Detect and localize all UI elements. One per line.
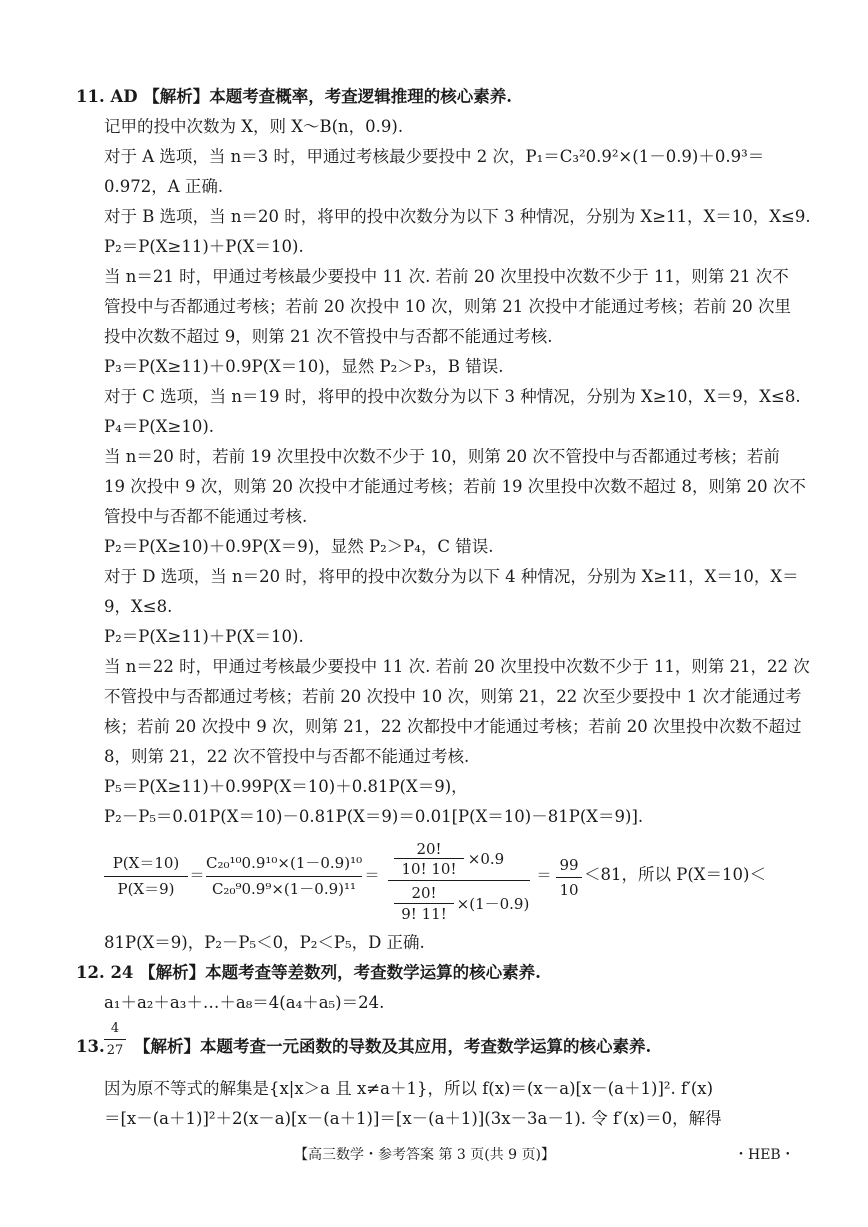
frac1-bar: [104, 876, 188, 877]
text-line: P₂＝P(X≥10)＋0.9P(X＝9)，显然 P₂＞P₄，C 错误.: [104, 537, 494, 556]
frac2-bar: [206, 876, 362, 877]
text-line: P₂＝P(X≥11)＋P(X＝10).: [104, 237, 304, 256]
q12-header: 12. 24 【解析】本题考查等差数列，考查数学运算的核心素养.: [76, 963, 541, 982]
text-line: 记甲的投中次数为 X，则 X～B(n，0.9).: [104, 117, 404, 136]
q13-answer-numerator: 4: [110, 1021, 120, 1036]
frac3-den-tail: ×(1－0.9): [456, 895, 530, 913]
equals-sign: ＝: [364, 866, 380, 884]
frac3-den-mid: 9! 11!: [401, 905, 447, 923]
q13-answer-bar: [104, 1039, 126, 1040]
page-footer: 【高三数学・参考答案 第 3 页(共 9 页)】: [294, 1147, 555, 1163]
frac3-num-top: 20!: [416, 840, 442, 858]
text-line: P₄＝P(X≥10).: [104, 417, 215, 436]
frac2-denominator: C₂₀⁹0.9⁹×(1－0.9)¹¹: [211, 880, 357, 898]
frac1-denominator: P(X＝9): [117, 880, 175, 898]
frac4-denominator: 10: [559, 881, 579, 899]
frac4-bar: [556, 877, 582, 878]
frac3-den-inner-bar: [394, 903, 454, 904]
text-line: 当 n＝21 时，甲通过考核最少要投中 11 次. 若前 20 次里投中次数不少于 11，则第 21 次不: [104, 267, 789, 286]
formula-tail-text: ＜81，所以 P(X＝10)＜: [584, 865, 766, 884]
text-line: 对于 C 选项，当 n＝19 时，将甲的投中次数分为以下 3 种情况，分别为 X≥10，X＝9，X≤8.: [104, 387, 801, 406]
text-line: P₂－P₅＝0.01P(X＝10)－0.81P(X＝9)＝0.01[P(X＝10)－81P(X＝9)].: [104, 807, 644, 826]
text-line: 9，X≤8.: [104, 597, 173, 616]
q11-header: 11. AD 【解析】本题考查概率，考查逻辑推理的核心素养.: [76, 87, 513, 106]
text-line: 81P(X＝9)，P₂－P₅＜0，P₂＜P₅，D 正确.: [104, 933, 425, 952]
frac3-den-top: 20!: [411, 884, 437, 902]
text-line: 核；若前 20 次投中 9 次，则第 21，22 次都投中才能通过考核；若前 20 次里投中次数不超过: [104, 717, 802, 736]
text-line: 不管投中与否都通过考核；若前 20 次投中 10 次，则第 21，22 次至少要投中 1 次才能通过考: [104, 687, 802, 706]
text-line: 对于 A 选项，当 n＝3 时，甲通过考核最少要投中 2 次，P₁＝C₃²0.9²×(1－0.9)＋0.9³＝: [104, 147, 765, 166]
text-line: 管投中与否都通过考核；若前 20 次投中 10 次，则第 21 次投中才能通过考核；若前 20 次里: [104, 297, 791, 316]
text-line: 投中次数不超过 9，则第 21 次不管投中与否都不能通过考核.: [104, 327, 553, 346]
equals-sign: ＝: [536, 866, 552, 884]
frac3-num-tail: ×0.9: [467, 850, 505, 868]
q13-number: 13.: [76, 1037, 105, 1056]
frac3-num-inner-bar: [394, 858, 464, 859]
frac3-num-mid: 10! 10!: [401, 860, 457, 878]
text-line: 当 n＝22 时，甲通过考核最少要投中 11 次. 若前 20 次里投中次数不少于 11，则第 21，22 次: [104, 657, 810, 676]
frac3-bar: [388, 880, 530, 881]
text-line: 当 n＝20 时，若前 19 次里投中次数不少于 10，则第 20 次不管投中与否都通过考核；若前: [104, 447, 780, 466]
text-line: P₃＝P(X≥11)＋0.9P(X＝10)，显然 P₂＞P₃，B 错误.: [104, 357, 504, 376]
q13-answer-denominator: 27: [106, 1043, 124, 1058]
text-line: ＝[x－(a＋1)]²＋2(x－a)[x－(a＋1)]＝[x－(a＋1)](3x－3a－1). 令 f′(x)＝0，解得: [104, 1109, 722, 1128]
frac2-numerator: C₂₀¹⁰0.9¹⁰×(1－0.9)¹⁰: [206, 854, 363, 872]
text-line: 因为原不等式的解集是{x|x＞a 且 x≠a＋1}，所以 f(x)＝(x－a)[x－(a＋1)]². f′(x): [104, 1079, 714, 1098]
text-line: 8，则第 21，22 次不管投中与否都不能通过考核.: [104, 747, 470, 766]
frac4-numerator: 99: [559, 856, 579, 874]
frac1-numerator: P(X＝10): [112, 854, 180, 872]
equals-sign: ＝: [189, 866, 205, 884]
text-line: P₅＝P(X≥11)＋0.99P(X＝10)＋0.81P(X＝9)，: [104, 777, 468, 796]
footer-code: ・HEB・: [734, 1147, 795, 1163]
text-line: 管投中与否都不能通过考核.: [104, 507, 308, 526]
text-line: 0.972，A 正确.: [104, 177, 224, 196]
text-line: 对于 D 选项，当 n＝20 时，将甲的投中次数分为以下 4 种情况，分别为 X≥11，X＝10，X＝: [104, 567, 799, 586]
text-line: P₂＝P(X≥11)＋P(X＝10).: [104, 627, 304, 646]
text-line: a₁＋a₂＋a₃＋…＋a₈＝4(a₄＋a₅)＝24.: [104, 993, 385, 1012]
q13-analysis: 【解析】本题考查一元函数的导数及其应用，考查数学运算的核心素养.: [134, 1037, 652, 1056]
text-line: 对于 B 选项，当 n＝20 时，将甲的投中次数分为以下 3 种情况，分别为 X≥11，X＝10，X≤9.: [104, 207, 811, 226]
text-line: 19 次投中 9 次，则第 20 次投中才能通过考核；若前 19 次里投中次数不超过 8，则第 20 次不: [104, 477, 806, 496]
